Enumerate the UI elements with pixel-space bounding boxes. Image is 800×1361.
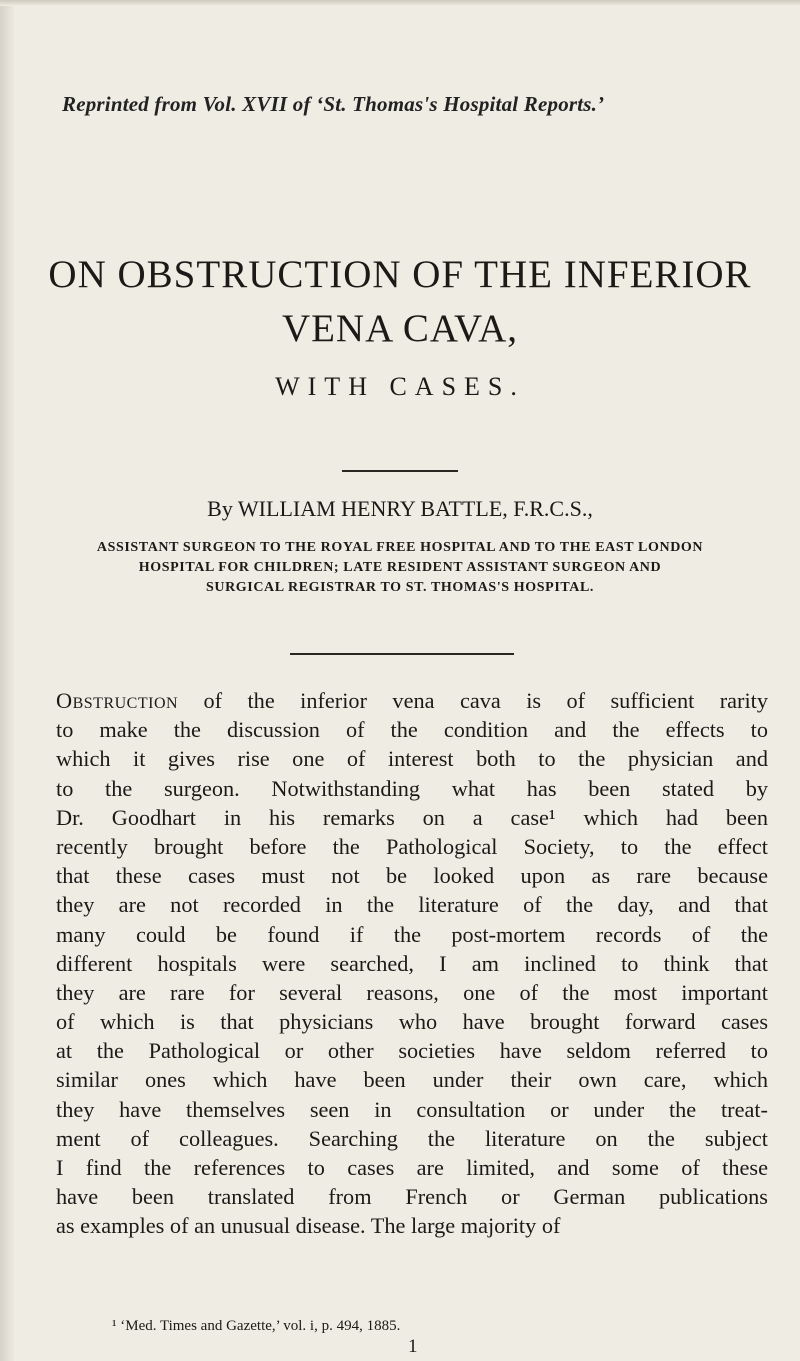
title-line-1: ON OBSTRUCTION OF THE INFERIOR <box>48 253 752 296</box>
author-byline: By WILLIAM HENRY BATTLE, F.R.C.S., <box>207 496 593 521</box>
body-line: they are not recorded in the literature of the day, and that <box>56 892 768 918</box>
body-line: they are rare for several reasons, one of the most important <box>56 979 768 1005</box>
footnote: ¹ ‘Med. Times and Gazette,’ vol. i, p. 494, 1885. <box>112 1318 401 1334</box>
page-number: 1 <box>408 1336 418 1357</box>
body-line: of which is that physicians who have brought forward cases <box>56 1009 768 1035</box>
divider-rule-bottom <box>290 653 514 655</box>
credentials-line: HOSPITAL FOR CHILDREN; LATE RESIDENT ASSISTANT SURGEON AND <box>138 560 662 575</box>
body-line: to the surgeon. Notwithstanding what has been stated by <box>56 775 768 801</box>
body-line: different hospitals were searched, I am inclined to think that <box>56 950 768 976</box>
body-line: which it gives rise one of interest both to the physician and <box>56 746 768 772</box>
body-line: recently brought before the Pathological Society, to the effect <box>56 833 768 859</box>
body-line: I find the references to cases are limited, and some of these <box>56 1155 768 1180</box>
body-line: have been translated from French or German publications <box>56 1184 768 1210</box>
credentials-line: SURGICAL REGISTRAR TO ST. THOMAS'S HOSPITAL. <box>205 580 595 595</box>
body-line-last: as examples of an unusual disease. The large majority of <box>56 1213 561 1239</box>
lead-word: Obstruction <box>56 688 179 713</box>
reprint-note: Reprinted from Vol. XVII of ‘St. Thomas's Hospital Reports.’ <box>62 92 605 116</box>
subtitle: WITH CASES. <box>275 372 525 401</box>
body-line: many could be found if the post-mortem records of the <box>56 921 768 947</box>
body-line-first <box>56 686 768 715</box>
page-shadow-left <box>0 0 14 1361</box>
title-line-2: VENA CAVA, <box>281 307 519 350</box>
divider-rule-top <box>342 470 458 472</box>
body-line: they have themselves seen in consultation or under the treat- <box>56 1096 768 1122</box>
body-text <box>56 686 768 1241</box>
body-line: ment of colleagues. Searching the literature on the subject <box>56 1125 768 1151</box>
body-line: that these cases must not be looked upon as rare because <box>56 863 768 889</box>
body-line: at the Pathological or other societies have seldom referred to <box>56 1038 768 1064</box>
credentials-line: ASSISTANT SURGEON TO THE ROYAL FREE HOSPITAL AND TO THE EAST LONDON <box>96 540 704 555</box>
first-line-text: of the inferior vena cava is of sufficient rarity <box>178 688 768 713</box>
page-shadow-top <box>0 0 800 6</box>
body-line: similar ones which have been under their own care, which <box>56 1067 768 1093</box>
body-line: to make the discussion of the condition and the effects to <box>56 717 768 743</box>
body-line: Dr. Goodhart in his remarks on a case¹ which had been <box>56 804 768 830</box>
author-credentials <box>30 538 770 598</box>
